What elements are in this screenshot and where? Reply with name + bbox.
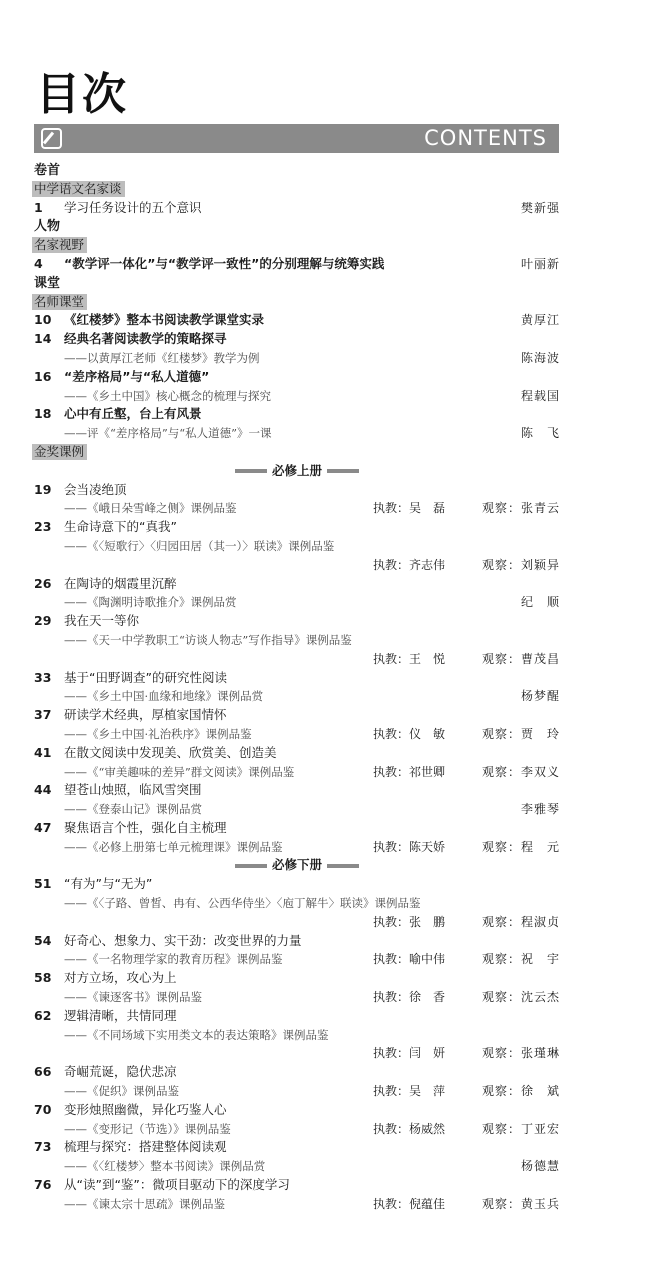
toc-subline xyxy=(34,556,560,575)
toc-entry[interactable] xyxy=(34,311,560,330)
section-divider xyxy=(34,856,560,875)
toc-subline xyxy=(34,687,560,706)
article-subtitle: ——《〈红楼梦〉整本书阅读》课例品赏 xyxy=(64,1159,266,1174)
page-number: 26 xyxy=(34,575,52,591)
toc-subline xyxy=(34,800,560,819)
article-title[interactable]: 生命诗意下的“真我” xyxy=(64,519,177,535)
teacher-credit: 执教：倪蕴佳 xyxy=(373,1196,446,1211)
teacher-credit: 执教：吴 萍 xyxy=(373,1084,446,1099)
toc-subline xyxy=(34,913,560,932)
article-title[interactable]: 经典名著阅读教学的策略探寻 xyxy=(64,331,227,347)
page-number: 51 xyxy=(34,876,52,892)
page-number: 33 xyxy=(34,669,52,685)
toc-entry[interactable] xyxy=(34,481,560,500)
category-heading xyxy=(34,217,560,236)
author-name: 程载国 xyxy=(520,388,560,403)
author-name: 纪 顺 xyxy=(520,595,560,610)
toc-entry[interactable] xyxy=(34,1063,560,1082)
toc-subline xyxy=(34,1120,560,1139)
toc-entry[interactable] xyxy=(34,1138,560,1157)
article-subtitle: ——《〈子路、曾皙、冉有、公西华侍坐〉〈庖丁解牛〉联读》课例品鉴 xyxy=(64,896,421,911)
toc-entry[interactable] xyxy=(34,405,560,424)
teacher-credit: 执教：王 悦 xyxy=(373,651,446,666)
toc-entry[interactable] xyxy=(34,612,560,631)
toc-entry[interactable] xyxy=(34,669,560,688)
toc-subline xyxy=(34,1195,560,1214)
author-name: 陈海波 xyxy=(520,350,560,365)
article-subtitle: ——《谏逐客书》课例品鉴 xyxy=(64,990,202,1005)
article-subtitle: ——《乡土中国·血缘和地缘》课例品赏 xyxy=(64,689,264,704)
author-name: 杨德慧 xyxy=(520,1159,560,1174)
article-subtitle: ——《一名物理学家的教育历程》课例品鉴 xyxy=(64,952,283,967)
article-title[interactable]: 会当凌绝顶 xyxy=(64,481,127,497)
teacher-credit: 执教：仪 敏 xyxy=(373,726,446,741)
observer-credit: 观察：刘颖异 xyxy=(481,557,560,572)
page-number: 4 xyxy=(34,255,43,271)
article-title[interactable]: 《红楼梦》整本书阅读教学课堂实录 xyxy=(64,312,265,328)
article-subtitle: ——《乡土中国》核心概念的梳理与探究 xyxy=(64,388,271,403)
article-title[interactable]: 从“读”到“鉴”：微项目驱动下的深度学习 xyxy=(64,1177,290,1193)
category-heading xyxy=(34,161,560,180)
toc-subline xyxy=(34,950,560,969)
toc-subline xyxy=(34,1082,560,1101)
toc-subline xyxy=(34,387,560,406)
toc-subline xyxy=(34,537,560,556)
toc-subline xyxy=(34,349,560,368)
article-title[interactable]: 研读学术经典，厚植家国情怀 xyxy=(64,707,227,723)
article-title[interactable]: 在散文阅读中发现美、欣赏美、创造美 xyxy=(64,744,277,760)
teacher-credit: 执教：祁世卿 xyxy=(373,764,446,779)
column-heading xyxy=(34,293,560,312)
toc-subline xyxy=(34,650,560,669)
toc-entry[interactable] xyxy=(34,1007,560,1026)
toc-entry[interactable] xyxy=(34,575,560,594)
article-subtitle: ——以黄厚江老师《红楼梦》教学为例 xyxy=(64,350,260,365)
page-number: 37 xyxy=(34,707,52,723)
teacher-credit: 执教：闫 妍 xyxy=(373,1046,446,1061)
contents-label: CONTENTS xyxy=(424,126,547,150)
page-number: 1 xyxy=(34,199,43,215)
column-label: 中学语文名家谈 xyxy=(32,181,125,197)
observer-credit: 观察：祝 宇 xyxy=(481,952,560,967)
toc-entry[interactable] xyxy=(34,706,560,725)
article-title[interactable]: “有为”与“无为” xyxy=(64,876,153,892)
toc-entry[interactable] xyxy=(34,819,560,838)
article-title[interactable]: 好奇心、想象力、实干劲：改变世界的力量 xyxy=(64,932,302,948)
toc-entry[interactable] xyxy=(34,1101,560,1120)
author-name: 黄厚江 xyxy=(520,313,560,328)
teacher-credit: 执教：徐 香 xyxy=(373,990,446,1005)
observer-credit: 观察：程淑贞 xyxy=(481,914,560,929)
article-subtitle: ——《天一中学教职工“访谈人物志”写作指导》课例品鉴 xyxy=(64,632,352,647)
category-label: 卷首 xyxy=(34,163,61,178)
author-name: 樊新强 xyxy=(520,200,560,215)
observer-credit: 观察：程 元 xyxy=(481,839,560,854)
observer-credit: 观察：沈云杰 xyxy=(481,990,560,1005)
toc-subline xyxy=(34,988,560,1007)
article-title[interactable]: 在陶诗的烟霞里沉醉 xyxy=(64,575,177,591)
article-subtitle: ——《登泰山记》课例品赏 xyxy=(64,802,202,817)
toc-entry[interactable] xyxy=(34,781,560,800)
article-title[interactable]: 心中有丘壑，台上有风景 xyxy=(64,406,202,422)
toc-subline xyxy=(34,725,560,744)
divider-bar-right xyxy=(327,864,359,868)
category-heading xyxy=(34,274,560,293)
page-number: 44 xyxy=(34,782,52,798)
toc-entry[interactable] xyxy=(34,1176,560,1195)
article-title[interactable]: 我在天一等你 xyxy=(64,613,140,629)
article-subtitle: ——评《“差序格局”与“私人道德”》一课 xyxy=(64,426,272,441)
page-number: 29 xyxy=(34,613,52,629)
column-heading xyxy=(34,236,560,255)
toc-subline xyxy=(34,1157,560,1176)
observer-credit: 观察：丁亚宏 xyxy=(481,1121,560,1136)
toc-entry[interactable] xyxy=(34,368,560,387)
article-title[interactable]: 对方立场，攻心为上 xyxy=(64,970,177,986)
toc-entry[interactable] xyxy=(34,330,560,349)
divider-bar-right xyxy=(327,469,359,473)
page-number: 16 xyxy=(34,368,52,384)
page-number: 70 xyxy=(34,1101,52,1117)
article-title[interactable]: 梳理与探究：搭建整体阅读观 xyxy=(64,1139,227,1155)
teacher-credit: 执教：陈天娇 xyxy=(373,839,446,854)
toc-subline xyxy=(34,838,560,857)
page-number: 10 xyxy=(34,312,52,328)
author-name: 陈 飞 xyxy=(520,426,560,441)
column-heading xyxy=(34,443,560,462)
observer-credit: 观察：张青云 xyxy=(481,501,560,516)
toc-subline xyxy=(34,894,560,913)
column-heading xyxy=(34,180,560,199)
table-of-contents xyxy=(34,161,560,1214)
article-title[interactable]: “差序格局”与“私人道德” xyxy=(64,368,210,384)
article-subtitle: ——《不同场域下实用类文本的表达策略》课例品鉴 xyxy=(64,1027,329,1042)
article-subtitle: ——《“审美趣味的差异”群文阅读》课例品鉴 xyxy=(64,764,295,779)
teacher-credit: 执教：吴 磊 xyxy=(373,501,446,516)
article-subtitle: ——《谏太宗十思疏》课例品鉴 xyxy=(64,1196,225,1211)
toc-entry[interactable] xyxy=(34,744,560,763)
page-number: 19 xyxy=(34,481,52,497)
toc-entry[interactable] xyxy=(34,255,560,274)
divider-bar-left xyxy=(235,864,267,868)
toc-subline xyxy=(34,1044,560,1063)
teacher-credit: 执教：杨威然 xyxy=(373,1121,446,1136)
page-title: 目次 xyxy=(36,69,128,120)
column-label: 金奖课例 xyxy=(32,444,87,460)
article-subtitle: ——《〈短歌行〉〈归园田居（其一）〉联读》课例品鉴 xyxy=(64,538,335,553)
article-title[interactable]: 基于“田野调查”的研究性阅读 xyxy=(64,669,227,685)
teacher-credit: 执教：张 鹏 xyxy=(373,914,446,929)
observer-credit: 观察：徐 斌 xyxy=(481,1084,560,1099)
toc-subline xyxy=(34,1026,560,1045)
column-label: 名师课堂 xyxy=(32,294,87,310)
page-number: 47 xyxy=(34,819,52,835)
page-number: 18 xyxy=(34,406,52,422)
section-label: 必修下册 xyxy=(271,857,322,873)
toc-subline xyxy=(34,593,560,612)
category-label: 课堂 xyxy=(34,275,61,291)
section-label: 必修上册 xyxy=(271,462,322,478)
toc-entry[interactable] xyxy=(34,932,560,951)
toc-subline xyxy=(34,763,560,782)
column-label: 名家视野 xyxy=(32,237,87,253)
article-title[interactable]: 奇崛荒诞，隐伏悲凉 xyxy=(64,1064,177,1080)
observer-credit: 观察：贾 玲 xyxy=(481,726,560,741)
article-subtitle: ——《必修上册第七单元梳理课》课例品鉴 xyxy=(64,839,283,854)
page-number: 14 xyxy=(34,331,52,347)
author-name: 杨梦醒 xyxy=(520,689,560,704)
contents-banner xyxy=(34,124,559,153)
divider-bar-left xyxy=(235,469,267,473)
article-title[interactable]: 学习任务设计的五个意识 xyxy=(64,199,202,215)
page-number: 66 xyxy=(34,1064,52,1080)
toc-entry[interactable] xyxy=(34,518,560,537)
page-number: 76 xyxy=(34,1177,52,1193)
page-number: 41 xyxy=(34,744,52,760)
article-title[interactable]: “教学评一体化”与“教学评一致性”的分别理解与统筹实践 xyxy=(64,255,385,271)
article-subtitle: ——《促织》课例品鉴 xyxy=(64,1084,179,1099)
page-number: 62 xyxy=(34,1007,52,1023)
section-divider xyxy=(34,462,560,481)
toc-subline xyxy=(34,499,560,518)
article-title[interactable]: 聚焦语言个性，强化自主梳理 xyxy=(64,819,227,835)
page-number: 58 xyxy=(34,970,52,986)
article-subtitle: ——《峨日朵雪峰之侧》课例品鉴 xyxy=(64,501,237,516)
observer-credit: 观察：曹茂昌 xyxy=(481,651,560,666)
author-name: 叶丽新 xyxy=(520,256,560,271)
toc-subline xyxy=(34,631,560,650)
page-number: 73 xyxy=(34,1139,52,1155)
observer-credit: 观察：黄玉兵 xyxy=(481,1196,560,1211)
teacher-credit: 执教：喻中伟 xyxy=(373,952,446,967)
article-title[interactable]: 变形烛照幽微，异化巧鉴人心 xyxy=(64,1101,227,1117)
observer-credit: 观察：张瑾琳 xyxy=(481,1046,560,1061)
article-subtitle: ——《乡土中国·礼治秩序》课例品鉴 xyxy=(64,726,252,741)
toc-entry[interactable] xyxy=(34,875,560,894)
article-subtitle: ——《陶渊明诗歌推介》课例品赏 xyxy=(64,595,237,610)
article-title[interactable]: 逻辑清晰，共情同理 xyxy=(64,1007,177,1023)
article-title[interactable]: 望苍山烛照，临风雪突围 xyxy=(64,782,202,798)
category-label: 人物 xyxy=(34,219,61,235)
toc-entry[interactable] xyxy=(34,199,560,218)
author-name: 李雅琴 xyxy=(520,802,560,817)
observer-credit: 观察：李双义 xyxy=(481,764,560,779)
article-subtitle: ——《变形记（节选）》课例品鉴 xyxy=(64,1121,231,1136)
toc-entry[interactable] xyxy=(34,969,560,988)
teacher-credit: 执教：齐志伟 xyxy=(373,557,446,572)
edit-logo-icon xyxy=(41,128,62,149)
page-number: 54 xyxy=(34,932,52,948)
toc-subline xyxy=(34,424,560,443)
page-number: 23 xyxy=(34,519,52,535)
